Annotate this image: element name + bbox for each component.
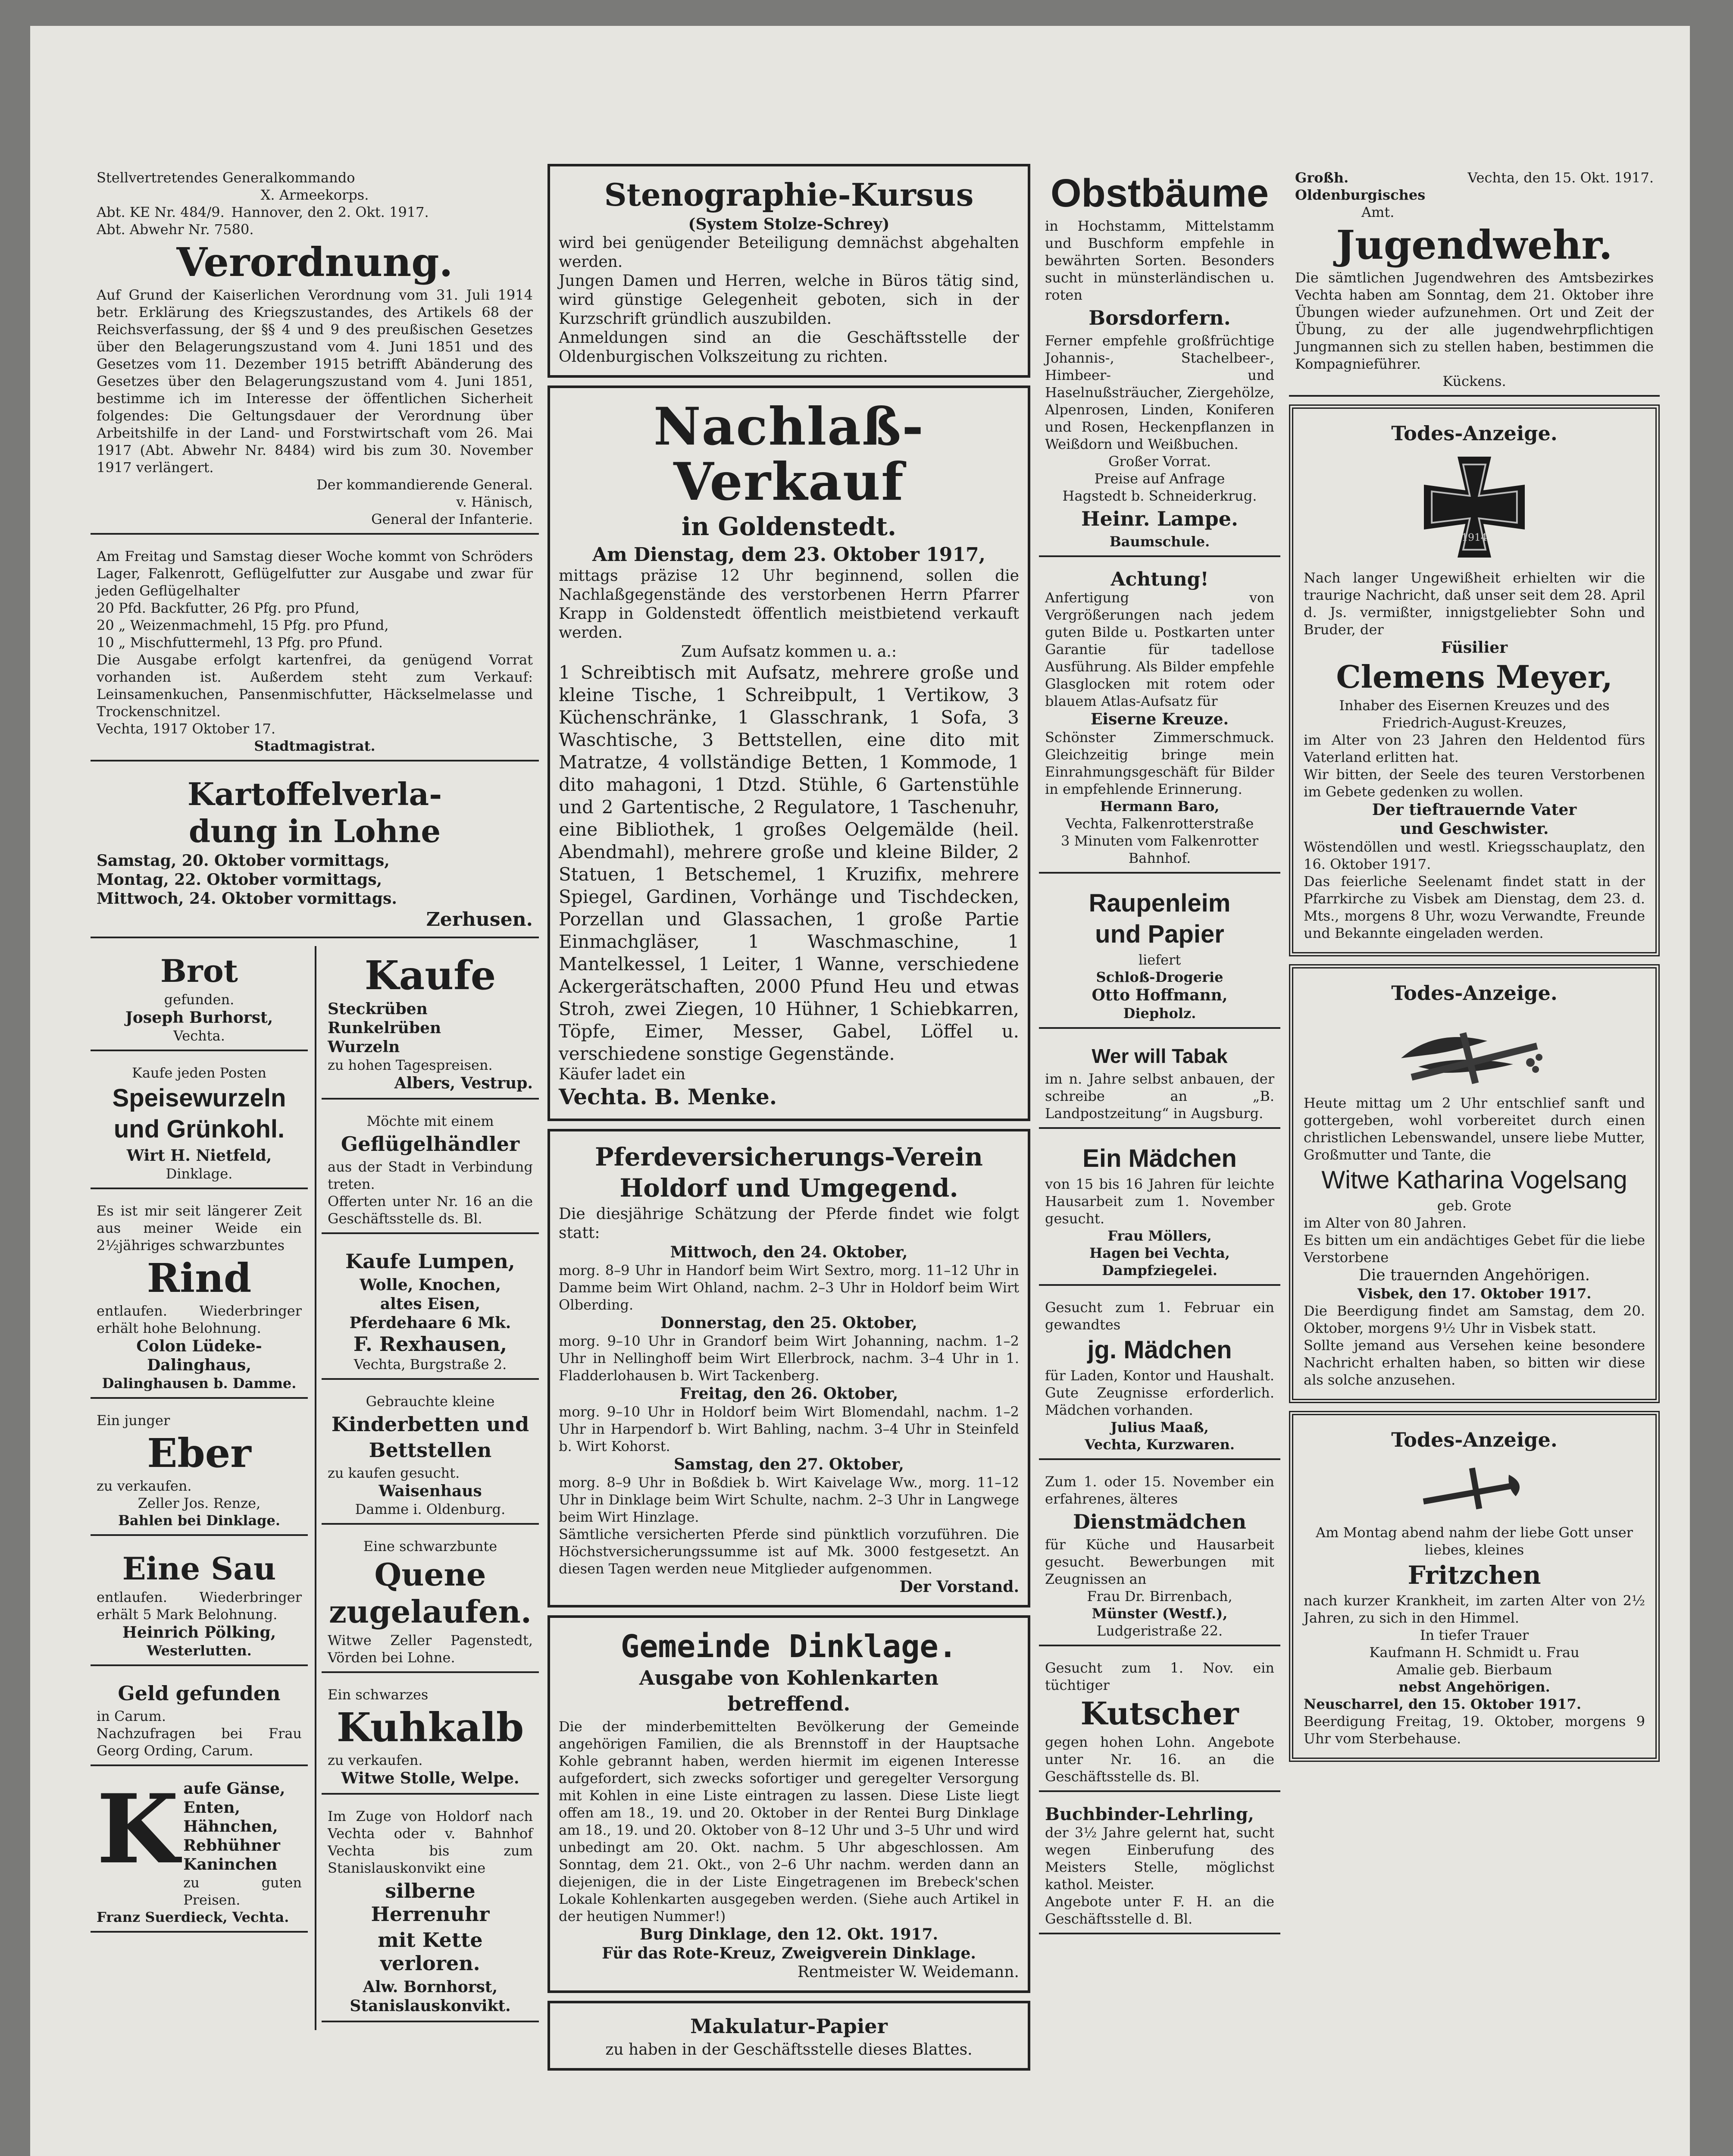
header-row <box>1295 169 1654 221</box>
signature: Stanislauskonvikt. <box>350 1997 511 2015</box>
signature: Julius Maaß, <box>1110 1419 1209 1435</box>
ad-body: Das feierliche Seelenamt findet statt in der Pfarrkirche zu Visbek am Dienstag, dem 23. d. Mts., morgens 8 Uhr, wozu Verwandte, Freunde und Bekannte eingeladen werden. <box>1304 873 1645 941</box>
sub-columns <box>91 946 539 2030</box>
ad-title: Wer will Tabak <box>1092 1045 1228 1067</box>
signature: Hermann Baro, <box>1100 798 1220 815</box>
ad-makulatur <box>547 2001 1030 2071</box>
ad-title: Dienstmädchen <box>1073 1510 1247 1533</box>
ad-body: Beerdigung Freitag, 19. Oktober, morgens 9 Uhr vom Sterbehause. <box>1304 1713 1645 1747</box>
date-line: Montag, 22. Oktober vormittags, <box>97 871 382 889</box>
gaense-list <box>183 1779 302 1908</box>
ad-name: Zeller Jos. Renze, <box>138 1495 261 1511</box>
place-date: Visbek, den 17. Oktober 1917. <box>1357 1285 1592 1302</box>
ad-dienstmaedchen <box>1039 1468 1280 1646</box>
ad-text: liefert <box>1138 952 1181 968</box>
ad-title: Raupenleim <box>1089 889 1231 917</box>
ad-body: Die Ausgabe erfolgt kartenfrei, da genügend Vorrat vorhanden ist. Außerdem steht zum Verkauf: Leinsamenkuchen, Pansenmischfutter, Häckselmelasse und Trockenschnitzel. <box>97 652 533 720</box>
signature: Franz Suerdieck, Vechta. <box>97 1909 289 1925</box>
deceased-name: Fritzchen <box>1408 1561 1541 1590</box>
ad-name: Heinrich Pölking, <box>122 1623 276 1642</box>
ad-body: Sollte jemand aus Versehen keine besondere Nachricht erhalten haben, so bitten wir diese als solche anzusehen. <box>1304 1337 1645 1388</box>
ad-buchbinder <box>1039 1800 1280 1934</box>
signature: Albers, Vestrup. <box>394 1074 533 1092</box>
date: Vechta, 1917 Oktober 17. <box>97 721 276 737</box>
ad-title: Kaufe <box>364 952 496 999</box>
ad-text: Für das Rote-Kreuz, Zweigverein Dinklage. <box>602 1944 976 1962</box>
ad-text: Rebhühner <box>183 1836 280 1855</box>
date-line: Freitag, den 26. Oktober, <box>679 1385 898 1403</box>
ad-title: Rind <box>147 1255 252 1301</box>
ad-title: Gemeinde Dinklage. <box>620 1628 957 1664</box>
ad-text: In tiefer Trauer <box>1420 1627 1529 1643</box>
ad-body: nach kurzer Krankheit, im zarten Alter von 2½ Jahren, zu sich in den Himmel. <box>1304 1592 1645 1626</box>
ad-body: gegen hohen Lohn. Angebote unter Nr. 16. an die Geschäftsstelle ds. Bl. <box>1045 1734 1274 1785</box>
org-block <box>1295 169 1461 221</box>
ad-sau <box>91 1544 308 1666</box>
date-line: Mittwoch, 24. Oktober vormittags. <box>97 890 397 908</box>
price-row: 20 „ Weizenmachmehl, 15 Pfg. pro Pfund, <box>97 617 389 633</box>
signature: Die trauernden Angehörigen. <box>1358 1266 1590 1284</box>
ad-rind <box>91 1197 308 1399</box>
signature: B. Menke. <box>654 1084 777 1109</box>
initial-letter: K <box>97 1773 179 1885</box>
signature: Frau Dr. Birrenbach, <box>1087 1588 1232 1604</box>
ad-body: Am Freitag und Samstag dieser Woche kommt von Schröders Lager, Falkenrott, Geflügelfutter zur Ausgabe und zwar für jeden Geflügelhalter <box>97 548 533 599</box>
column-2 <box>547 164 1030 2156</box>
ad-herrenuhr <box>322 1802 539 2022</box>
ad-text: Amt. <box>1361 204 1395 220</box>
ad-speisewurzeln <box>91 1059 308 1189</box>
ad-text: Offerten unter Nr. 16 an die Geschäftsstelle ds. Bl. <box>328 1193 533 1227</box>
ad-todesanzeige-fritzchen <box>1289 1411 1660 1762</box>
ad-text: Ein schwarzes <box>328 1686 429 1703</box>
ad-text: Vechta, Falkenrotterstraße <box>1065 815 1254 832</box>
ad-title: Stenographie-Kursus <box>604 176 974 213</box>
ad-text: Hagen bei Vechta, <box>1089 1245 1230 1261</box>
ad-body: mittags präzise 12 Uhr beginnend, sollen die Nachlaßgegenstände des verstorbenen Herrn Pfarrer Krapp in Goldenstedt öffentlich meistbietend verkauft werden. <box>559 567 1019 642</box>
ad-body: Die Beerdigung findet am Samstag, dem 20. Oktober, morgens 9½ Uhr in Visbek statt. <box>1304 1303 1645 1336</box>
ad-title: jg. Mädchen <box>1087 1336 1232 1364</box>
ad-body: Anmeldungen sind an die Geschäftsstelle der Oldenburgischen Volkszeitung zu richten. <box>559 329 1019 366</box>
ad-eber <box>91 1407 308 1536</box>
ad-text: Bahlen bei Dinklage. <box>118 1512 281 1529</box>
ad-text: Westerlutten. <box>147 1642 252 1659</box>
signature: und Geschwister. <box>1400 820 1549 838</box>
ad-text: Damme i. Oldenburg. <box>355 1501 506 1517</box>
left-subcolumn <box>91 946 308 2030</box>
ad-brot <box>91 946 308 1051</box>
signature: General der Infanterie. <box>371 511 533 527</box>
ad-body: Jungen Damen und Herren, welche in Büros tätig sind, wird günstige Gelegenheit geboten, sich in der Kurzschrift gründlich auszubilden. <box>559 272 1019 328</box>
signature: Heinr. Lampe. <box>1081 507 1238 530</box>
date-line: Am Dienstag, dem 23. Oktober 1917, <box>592 544 985 566</box>
ad-body: der 3½ Jahre gelernt hat, sucht wegen Einberufung des Meisters Stelle, möglichst kathol. Meister. <box>1045 1824 1274 1893</box>
date-line: Mittwoch, den 24. Oktober, <box>670 1243 908 1261</box>
gaense-row <box>97 1773 302 1908</box>
ad-text: Eiserne Kreuze. <box>1090 710 1229 728</box>
ad-title: Nachlaß-Verkauf <box>653 396 925 512</box>
ad-text: Kaufe jeden Posten <box>132 1065 266 1081</box>
ad-title: zugelaufen. <box>329 1593 532 1630</box>
ad-name: Wirt H. Nietfeld, <box>126 1147 272 1165</box>
ad-gefluegelfutter <box>91 542 539 761</box>
ad-text: 3 Minuten vom Falkenrotter Bahnhof. <box>1061 833 1258 866</box>
ad-title: Bettstellen <box>369 1438 492 1462</box>
ad-title: und Papier <box>1095 920 1224 948</box>
ad-title: Achtung! <box>1110 568 1209 590</box>
ad-body: für Küche und Hausarbeit gesucht. Bewerbungen mit Zeugnissen an <box>1045 1536 1274 1587</box>
sign-row <box>559 1084 1019 1110</box>
ad-title: Todes-Anzeige. <box>1391 422 1558 445</box>
ad-item: Runkelrüben <box>328 1019 441 1037</box>
ad-title: Pferdeversicherungs-Verein <box>595 1142 983 1172</box>
ad-body: im Alter von 23 Jahren den Heldentod fürs Vaterland erlitten hat. <box>1304 732 1645 765</box>
ad-title: Verordnung. <box>176 239 453 285</box>
ad-body: Zum Aufsatz kommen u. a.: <box>681 643 897 661</box>
ad-body: Am Montag abend nahm der liebe Gott unser liebes, kleines <box>1316 1524 1633 1558</box>
ad-tabak <box>1039 1037 1280 1129</box>
ad-body: Heute mittag um 2 Uhr entschlief sanft und gottergeben, wohl vorbereitet durch einen christlichen Lebenswandel, unsere liebe Mutter, Großmutter und Tante, die <box>1304 1095 1645 1163</box>
date-line: Samstag, den 27. Oktober, <box>674 1455 904 1473</box>
schedule: morg. 9–10 Uhr in Holdorf beim Wirt Blomendahl, nachm. 1–2 Uhr in Harpendorf b. Wirt Bahling, nachm. 3–4 Uhr in Steinfeld b. Wirt Kohorst. <box>559 1404 1019 1454</box>
signature: v. Hänisch, <box>456 494 533 510</box>
item-list: 1 Schreibtisch mit Aufsatz, mehrere große und kleine Tische, 1 Schreibpult, 1 Vertikow, 3 Küchenschränke, 1 Glasschrank, 1 Sofa, 3 Waschtische, 3 Bettstellen, eine dito mit Matratze, 4 vollständige Betten, 1 Kommode, 1 dito mahagoni, 1 Dtzd. Stühle, 6 Gartenstühle und 2 Gartentische, 2 Regulatore, 1 Taschenuhr, eine Bibliothek, 1 großes Oelgemälde (heil. Abendmahl), mehrere große und kleine Bilder, 2 Statuen, 1 Betschemel, 1 Kruzifix, mehrere Spiegel, Gardinen, Vorhänge und Tischdecken, Porzellan und Glassachen, 1 große Partie Einmachgläser, 1 Waschmaschine, 1 Mantelkessel, 1 Leiter, 1 Wanne, verschiedene Ackergerätschaften, 2000 Pfund Heu und etwas Stroh, zwei Ziegen, 10 Hühner, 1 Schiebkarren, Töpfe, Eimer, Messer, Gabel, Löffel u. verschiedene sonstige Gegenstände. <box>559 662 1019 1064</box>
ad-title: Kinderbetten und <box>331 1413 529 1436</box>
ad-item: Wolle, Knochen, <box>359 1276 501 1294</box>
ad-kartoffelverladung <box>91 769 539 938</box>
ad-subtitle: in Goldenstedt. <box>681 512 897 541</box>
ad-body: Schönster Zimmerschmuck. Gleichzeitig bringe mein Einrahmungsgeschäft für Bilder in empfehlende Erinnerung. <box>1045 729 1274 797</box>
ref-row <box>97 204 533 221</box>
ad-text: entlaufen. Wiederbringer erhält 5 Mark Belohnung. <box>97 1589 302 1623</box>
ad-kutscher <box>1039 1654 1280 1792</box>
schedule: morg. 8–9 Uhr in Handorf beim Wirt Sextro, morg. 11–12 Uhr in Damme beim Wirt Ohland, nachm. 2–3 Uhr in Holdorf beim Wirt Olberding. <box>559 1262 1019 1313</box>
ad-text: Gesucht zum 1. Februar ein gewandtes <box>1045 1299 1274 1333</box>
date-line: Burg Dinklage, den 12. Okt. 1917. <box>639 1925 938 1943</box>
ad-subtitle: Ausgabe von Kohlenkarten <box>639 1666 939 1689</box>
ad-obstbaeume <box>1039 164 1280 557</box>
ad-text: Diepholz. <box>1123 1005 1196 1022</box>
ad-text: Preise auf Anfrage <box>1094 470 1225 487</box>
ad-title: Borsdorfern. <box>1089 306 1231 329</box>
signature: Frau Möllers, <box>1107 1228 1212 1244</box>
ad-item: altes Eisen, <box>380 1295 481 1313</box>
ad-text: Hähnchen, <box>183 1818 278 1836</box>
ad-body: im n. Jahre selbst anbauen, der schreibe an „B. Landpostzeitung“ in Augsburg. <box>1045 1071 1274 1122</box>
ad-text: Großh. Oldenburgisches <box>1295 169 1426 203</box>
signature: Amalie geb. Bierbaum <box>1396 1661 1552 1678</box>
ad-title: Speisewurzeln <box>112 1084 286 1112</box>
ad-subtitle: betreffend. <box>727 1692 851 1715</box>
ad-body: im Alter von 80 Jahren. <box>1304 1215 1467 1231</box>
ad-gaense <box>91 1774 308 1933</box>
ad-text: Kaninchen <box>183 1855 278 1874</box>
ad-text: Ludgeristraße 22. <box>1096 1623 1223 1639</box>
ad-geld-gefunden <box>91 1674 308 1766</box>
signature: Vechta. <box>559 1084 648 1109</box>
ad-title: Geflügelhändler <box>341 1132 520 1156</box>
ad-body: Nach langer Ungewißheit erhielten wir die traurige Nachricht, daß unser seit dem 28. April d. Js. vermißter, innigstgeliebter Sohn und Bruder, der <box>1304 570 1645 638</box>
ad-title: Geld gefunden <box>118 1682 281 1705</box>
svg-text:1914: 1914 <box>1461 531 1487 543</box>
ad-title: mit Kette verloren. <box>378 1928 483 1975</box>
ad-quene <box>322 1532 539 1673</box>
ad-text: Münster (Westf.), <box>1092 1605 1228 1622</box>
signature: Kückens. <box>1442 373 1506 389</box>
ad-text: Vechta, Burgstraße 2. <box>353 1356 507 1373</box>
ad-text: geb. Grote <box>1437 1197 1512 1214</box>
ad-text: Dalinghausen b. Damme. <box>102 1375 297 1391</box>
ad-text: Dampfziegelei. <box>1102 1262 1217 1279</box>
ad-body: Die der minderbemittelten Bevölkerung der Gemeinde angehörigen Familien, die als Brennstoff in der Hauptsache Kohle gebrannt haben, werden hiermit im eigenen Interesse aufgefordert, sich zwecks sofortiger und geregelter Versorgung mit Kohlen in eine Liste eintragen zu lassen. Diese Liste liegt offen am 18., 19. und 20. Oktober in der Rentei Burg Dinklage am 18., 19. und 20. Oktober von 8–12 Uhr und 3–5 Uhr und wird unbedingt am 20. Okt. nachm. 5 Uhr abgeschlossen. Am Sonntag, dem 21. Okt., von 2–6 Uhr nachm. werden dann an diejenigen, die in der Liste Eingetragenen im Brebeck'schen Lokale Kohlenkarten ausgegeben werden. (Siehe auch Artikel in der heutigen Nummer!) <box>559 1718 1019 1924</box>
ad-title: Kartoffelverla- <box>187 776 442 812</box>
signature: Der tieftrauernde Vater <box>1372 801 1577 819</box>
ad-item: Wurzeln <box>328 1038 400 1056</box>
right-subcolumn <box>315 946 539 2030</box>
ad-text: Gebrauchte kleine <box>366 1393 495 1410</box>
ad-text: Ein junger <box>97 1412 170 1429</box>
place-date: Wöstendöllen und westl. Kriegsschauplatz, den 16. Oktober 1917. <box>1304 839 1645 872</box>
signature: Zerhusen. <box>426 909 533 931</box>
signature: Alw. Bornhorst, <box>363 1978 498 1996</box>
ad-title: Kutscher <box>1080 1695 1239 1732</box>
date-line: Samstag, 20. Oktober vormittags, <box>97 852 390 870</box>
ad-body: Die sämtlichen Jugendwehren des Amtsbezirkes Vechta haben am Sonntag, dem 21. Oktober ihre Übungen wieder aufzunehmen. Ort und Zeit der Übung, zu der alle jugendwehrpflichtigen Jungmannen sich zu stellen haben, bestimmen die Kompagnieführer. <box>1295 270 1654 372</box>
ad-text: zu guten Preisen. <box>183 1874 302 1908</box>
ad-jg-maedchen <box>1039 1294 1280 1460</box>
ad-title: Eber <box>147 1430 251 1476</box>
place-date: Hannover, den 2. Okt. 1917. <box>231 204 429 220</box>
schedule: morg. 8–9 Uhr in Boßdiek b. Wirt Kaivelage Ww., morg. 11–12 Uhr in Dinklage beim Wirt Schulte, nachm. 2–3 Uhr in Langwege beim Wirt Hinzlage. <box>559 1474 1019 1525</box>
ad-title: Kaufe Lumpen, <box>345 1250 515 1273</box>
ad-item: Steckrüben <box>328 1000 428 1018</box>
ad-title: Todes-Anzeige. <box>1391 1428 1558 1451</box>
ad-kaufe <box>322 946 539 1100</box>
column-4 <box>1289 164 1660 2156</box>
ad-text: Eine schwarzbunte <box>363 1538 497 1554</box>
ad-text: gefunden. <box>164 991 235 1008</box>
ref-text: Abt. Abwehr Nr. 7580. <box>97 221 254 238</box>
ref-text: Abt. KE Nr. 484/9. <box>97 204 225 220</box>
ad-text: Inhaber des Eisernen Kreuzes und des Friedrich-August-Kreuzes, <box>1339 697 1610 731</box>
ad-text: in Carum. <box>97 1708 166 1724</box>
palm-cross-icon <box>1304 1011 1645 1088</box>
date-line: Vechta, den 15. Okt. 1917. <box>1467 169 1654 186</box>
ad-text: Möchte mit einem <box>366 1113 494 1129</box>
ad-body: Es bitten um ein andächtiges Gebet für die liebe Verstorbene <box>1304 1232 1645 1266</box>
ad-text: Nachzufragen bei Frau Georg Ording, Carum. <box>97 1725 302 1759</box>
ad-name: Otto Hoffmann, <box>1092 986 1228 1004</box>
signature: Witwe Stolle, Welpe. <box>341 1769 519 1787</box>
ad-body: Ferner empfehle großfrüchtige Johannis-, Stachelbeer-, Himbeer- und Haselnußsträucher, Ziergehölze, Alpenrosen, Linden, Koniferen und Rosen, Heckenpflanzen in Weißdorn und Weißbuchen. <box>1045 332 1274 452</box>
column-1 <box>91 164 539 2156</box>
ad-text: Großer Vorrat. <box>1108 453 1211 470</box>
ad-item: Pferdehaare 6 Mk. <box>349 1314 511 1332</box>
ad-body: Angebote unter F. H. an die Geschäftsstelle d. Bl. <box>1045 1893 1274 1927</box>
ad-body: von 15 bis 16 Jahren für leichte Hausarbeit zum 1. November gesucht. <box>1045 1176 1274 1227</box>
ad-text: zu hohen Tagespreisen. <box>328 1057 493 1073</box>
ad-text: Gesucht zum 1. Nov. ein tüchtiger <box>1045 1660 1274 1693</box>
ad-pferdeversicherung <box>547 1129 1030 1608</box>
deceased-name: Clemens Meyer, <box>1336 658 1613 695</box>
signature: nebst Angehörigen. <box>1398 1679 1550 1695</box>
ad-title: silberne Herrenuhr <box>371 1879 490 1926</box>
ad-body: für Laden, Kontor und Haushalt. Gute Zeugnisse erforderlich. Mädchen vorhanden. <box>1045 1367 1274 1418</box>
ad-name: Colon Lüdeke-Dalinghaus, <box>136 1337 262 1374</box>
header-line: Stellvertretendes Generalkommando <box>97 169 355 186</box>
ad-text: aus der Stadt in Verbindung treten. <box>328 1159 533 1192</box>
ad-title: Quene <box>374 1556 486 1593</box>
ad-maedchen <box>1039 1137 1280 1286</box>
ad-achtung <box>1039 565 1280 874</box>
ad-text: Baumschule. <box>1109 533 1210 550</box>
ad-name: Waisenhaus <box>379 1482 482 1500</box>
ad-text: Vechta. <box>173 1028 225 1044</box>
ad-kuhkalb <box>322 1681 539 1795</box>
ad-title: dung in Lohne <box>188 813 441 849</box>
ad-title: Todes-Anzeige. <box>1391 981 1558 1005</box>
price-row: 20 Pfd. Backfutter, 26 Pfg. pro Pfund, <box>97 600 360 616</box>
signature: Rentmeister W. Weidemann. <box>797 1963 1019 1981</box>
ad-body: Sämtliche versicherten Pferde sind pünktlich vorzuführen. Die Höchstversicherungssumme ist auf Mk. 3000 festgesetzt. An diesen Tagen werden neue Mitglieder aufgenommen. <box>559 1526 1019 1577</box>
ad-text: Dinklage. <box>166 1166 233 1182</box>
ad-jugendwehr <box>1289 164 1660 397</box>
ad-text: Vechta, Kurzwaren. <box>1084 1436 1235 1453</box>
ad-kinderbetten <box>322 1388 539 1525</box>
ad-body: Anfertigung von Vergrößerungen nach jedem guten Bilde u. Postkarten unter Garantie für tadellose Ausführung. Als Bilder empfehle Glasglocken mit rotem oder blauem Atlas-Aufsatz für <box>1045 589 1274 709</box>
ad-body: wird bei genügender Beteiligung demnächst abgehalten werden. <box>559 234 1019 271</box>
ad-title: Holdorf und Umgegend. <box>619 1173 958 1203</box>
ad-stenographie <box>547 164 1030 378</box>
ad-subtitle: (System Stolze-Schrey) <box>688 215 890 233</box>
ad-lumpen <box>322 1242 539 1380</box>
ad-title: Buchbinder-Lehrling, <box>1045 1804 1254 1824</box>
ad-text: Hagstedt b. Schneiderkrug. <box>1062 488 1257 504</box>
ad-text: Füsilier <box>1441 639 1508 657</box>
ad-text: Im Zuge von Holdorf nach Vechta oder v. Bahnhof Vechta bis zum Stanislauskonvikt eine <box>328 1808 533 1876</box>
ad-text: zu haben in der Geschäftsstelle dieses Blattes. <box>605 2041 973 2059</box>
header-line: X. Armeekorps. <box>260 187 369 203</box>
ad-title: Obstbäume <box>1050 171 1269 215</box>
ad-text: zu verkaufen. <box>97 1478 192 1494</box>
ad-gemeinde-dinklage <box>547 1615 1030 1993</box>
ad-body: in Hochstamm, Mittelstamm und Buschform empfehle in bewährten Sorten. Besonders sucht in münsterländischen u. roten <box>1045 218 1274 303</box>
ad-title: Makulatur-Papier <box>690 2015 888 2038</box>
ad-raupenleim <box>1039 881 1280 1029</box>
signature: Kaufmann H. Schmidt u. Frau <box>1369 1644 1580 1661</box>
signature: Stadtmagistrat. <box>254 738 375 754</box>
ad-title: Brot <box>160 953 238 989</box>
ad-body: Auf Grund der Kaiserlichen Verordnung vom 31. Juli 1914 betr. Erklärung des Kriegszustandes, des Artikels 68 der Reichsverfassung, der §§ 4 und 9 des preußischen Gesetzes über den Belagerungszustand vom 4. Juni 1851 und des Gesetzes vom 11. Dezember 1915 betrifft Abänderung des Gesetzes über den Belagerungszustand vom 4. Juni 1851, bestimme ich im Interesse der öffentlichen Sicherheit folgendes: Die Geltungsdauer der Verordnung über Arbeitshilfe in der Land- und Forstwirtschaft vom 26. Mai 1917 (Abt. Abwehr Nr. 8484) wird bis zum 30. November 1917 verlängert. <box>97 287 533 476</box>
ad-title: Ein Mädchen <box>1082 1144 1237 1172</box>
ad-gefluegelhaendler <box>322 1107 539 1234</box>
ad-title: und Grünkohl. <box>113 1115 285 1143</box>
ad-verordnung <box>91 164 539 535</box>
ad-text: aufe Gänse, <box>183 1780 285 1798</box>
schedule: morg. 9–10 Uhr in Grandorf beim Wirt Johanning, nachm. 1–2 Uhr in Nellinghoff beim Wirt Ellerbrock, nachm. 3–4 Uhr in 1. Fladderlohausen b. Wirt Tackenberg. <box>559 1333 1019 1384</box>
ad-text: Zum 1. oder 15. November ein erfahrenes, älteres <box>1045 1473 1274 1507</box>
ad-todesanzeige-vogelsang <box>1289 964 1660 1403</box>
newspaper-page <box>30 26 1690 2156</box>
ad-todesanzeige-meyer <box>1289 404 1660 956</box>
ad-text: Es ist mir seit längerer Zeit aus meiner Weide ein 2½jähriges schwarzbuntes <box>97 1203 302 1253</box>
ad-name: Joseph Burhorst, <box>125 1009 273 1027</box>
ad-text: zu kaufen gesucht. <box>328 1465 460 1481</box>
ad-text: Schloß-Drogerie <box>1096 969 1223 985</box>
signature: Der kommandierende General. <box>316 476 533 493</box>
signature: F. Rexhausen, <box>353 1332 507 1356</box>
ad-body: Wir bitten, der Seele des teuren Verstorbenen im Gebete gedenken zu wollen. <box>1304 766 1645 800</box>
small-cross-icon <box>1304 1457 1645 1518</box>
ad-nachlass-verkauf <box>547 385 1030 1121</box>
date-line: Donnerstag, den 25. Oktober, <box>660 1314 917 1332</box>
column-3 <box>1039 164 1280 2156</box>
price-row: 10 „ Mischfuttermehl, 13 Pfg. pro Pfund. <box>97 634 383 651</box>
signature: Der Vorstand. <box>899 1578 1019 1596</box>
ad-title: Kuhkalb <box>336 1704 524 1751</box>
place-date: Neuscharrel, den 15. Oktober 1917. <box>1304 1696 1581 1712</box>
ad-text: Witwe Zeller Pagenstedt, Vörden bei Lohne. <box>328 1632 533 1666</box>
ad-text: zu verkaufen. <box>328 1752 423 1768</box>
ad-body: Käufer ladet ein <box>559 1065 686 1083</box>
ad-text: Enten, <box>183 1799 241 1817</box>
ad-title: Jugendwehr. <box>1336 222 1613 268</box>
ad-body: Die diesjährige Schätzung der Pferde findet wie folgt statt: <box>559 1205 1019 1242</box>
iron-cross-icon <box>1304 451 1645 563</box>
ad-text: entlaufen. Wiederbringer erhält hohe Belohnung. <box>97 1303 302 1336</box>
deceased-name: Witwe Katharina Vogelsang <box>1321 1166 1627 1194</box>
ad-title: Eine Sau <box>122 1550 276 1587</box>
